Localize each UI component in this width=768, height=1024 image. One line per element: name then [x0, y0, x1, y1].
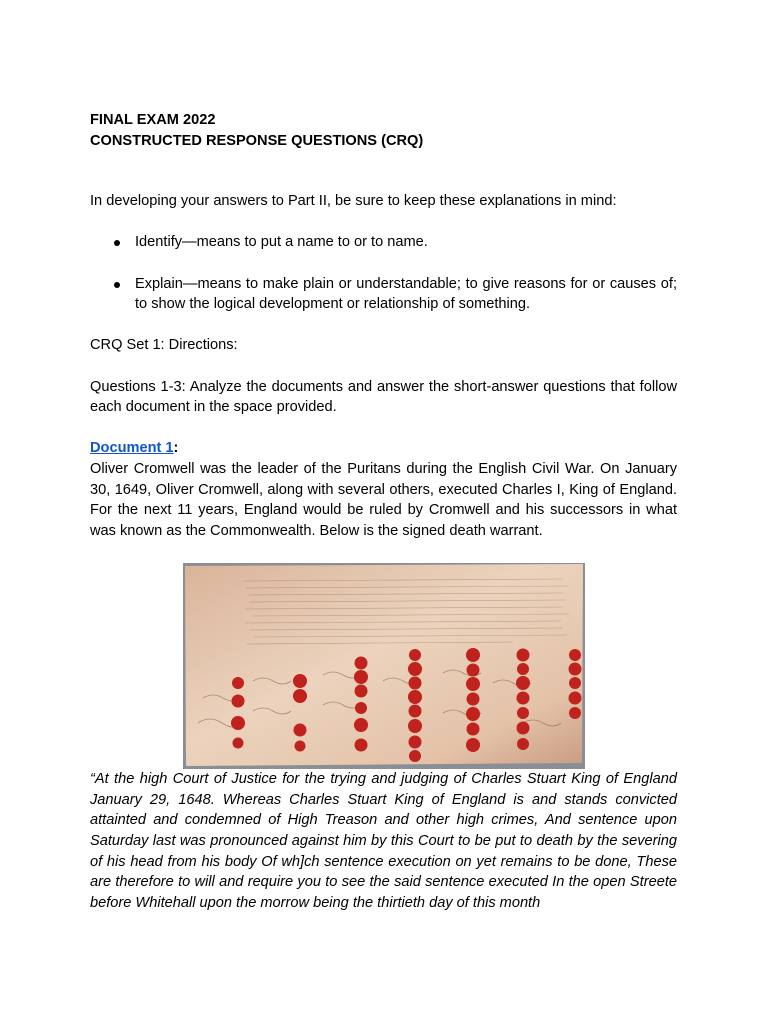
- death-warrant-image: [183, 563, 585, 769]
- list-item: [90, 232, 677, 253]
- document-heading-colon: :: [173, 440, 179, 457]
- bullet-icon: [114, 282, 120, 288]
- list-item: [90, 274, 677, 315]
- document-body: Oliver Cromwell was the leader of the Puritans during the English Civil War. On January 30, 1649, Oliver Cromwell, along with several others, executed Charles I, King of England. For the next 11 years, England would be ruled by Cromwell and his successors in what was known as the Commonwealth. Below is the signed death warrant.: [90, 460, 677, 539]
- exam-title: FINAL EXAM 2022: [90, 112, 216, 128]
- directions-paragraph: Questions 1-3: Analyze the documents and answer the short-answer questions that follow each document in the space provided.: [90, 378, 677, 416]
- document-heading: [90, 438, 677, 459]
- warrant-quote: “At the high Court of Justice for the trying and judging of Charles Stuart King of England January 29, 1648. Whereas Charles Stuart King of England is and stands convicted attainted and condemned of High Treason and other high crimes, And sentence upon Saturday last was pronounced against him by this Court to be put to death by the severing of his head from his body Of wh]ch sentence execution on yet remains to be done, These are therefore to will and require you to see the said sentence executed In the open Streete before Whitehall upon the morrow being the thirtieth day of this month: [90, 771, 677, 911]
- page-content: [90, 110, 677, 913]
- crq-set-heading: CRQ Set 1: Directions:: [90, 337, 238, 354]
- definitions-list: [90, 232, 677, 314]
- death-warrant-figure: [90, 563, 677, 769]
- definition-explain: Explain—means to make plain or understandable; to give reasons for or causes of; to show the logical development or relationship of something.: [135, 275, 677, 313]
- document-1-link[interactable]: Document 1: [90, 440, 174, 457]
- bullet-icon: [114, 240, 120, 246]
- exam-subtitle: CONSTRUCTED RESPONSE QUESTIONS (CRQ): [90, 132, 424, 149]
- intro-paragraph: In developing your answers to Part II, be sure to keep these explanations in mind:: [90, 193, 617, 210]
- definition-identify: Identify—means to put a name to or to name.: [135, 234, 428, 251]
